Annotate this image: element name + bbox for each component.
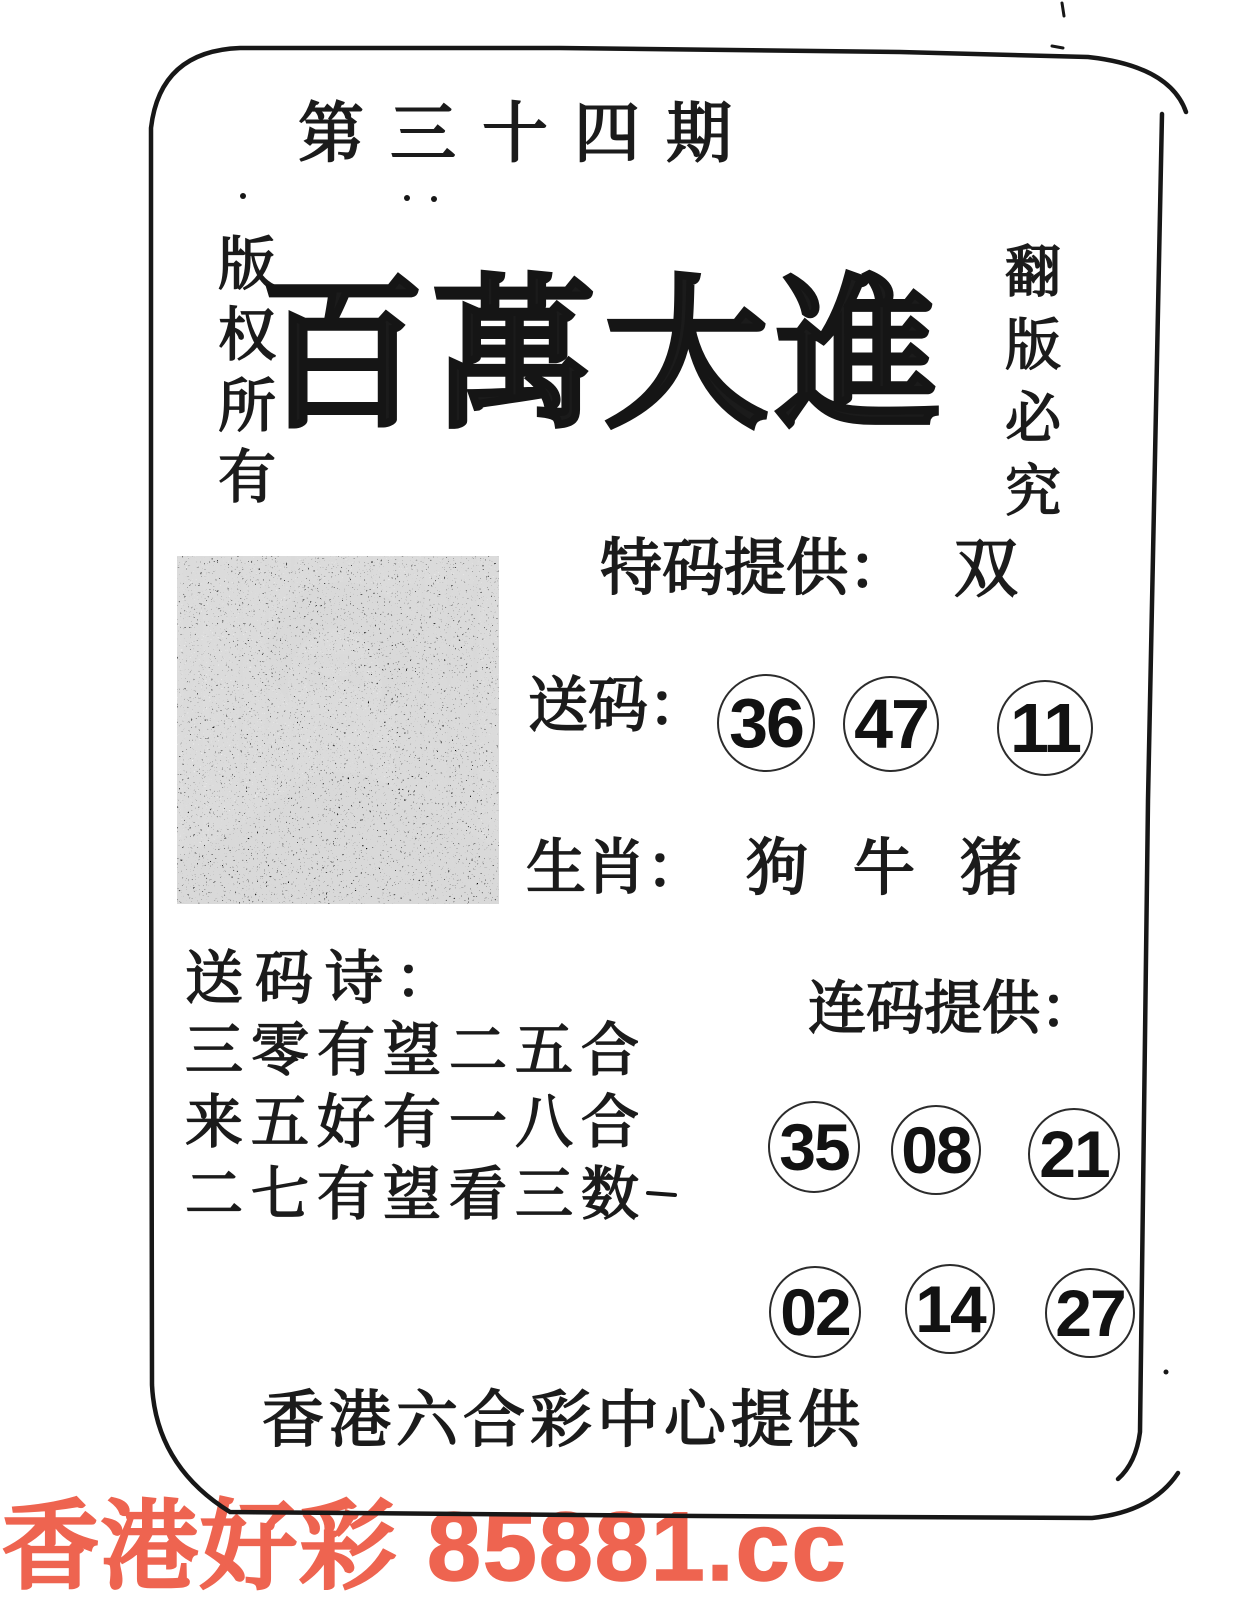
number-circle: [843, 676, 939, 772]
special-code-label: 特码提供：: [600, 535, 911, 603]
zodiac-values: [746, 835, 1023, 903]
zodiac-value: 猪: [960, 835, 1023, 903]
zodiac-value: 狗: [746, 835, 809, 903]
gift-number: 47: [854, 685, 928, 763]
linked-number: 27: [1055, 1276, 1125, 1350]
linked-codes-label: 连码提供：: [808, 976, 1099, 1041]
number-circle: [891, 1105, 981, 1195]
number-circle: [768, 1101, 860, 1193]
linked-number: 35: [779, 1110, 849, 1184]
linked-number: 14: [915, 1272, 985, 1346]
number-circle: [905, 1264, 995, 1354]
linked-number: 08: [901, 1113, 971, 1187]
copyright-left-text: 版权所有: [209, 233, 274, 517]
poem-line-1: 三零有望二五合: [185, 1018, 648, 1083]
poem-line-2: 来五好有一八合: [185, 1090, 648, 1155]
zodiac-label: 生肖：: [526, 835, 706, 901]
issue-title: 第三十四期: [298, 98, 758, 171]
gift-codes-label: 送码：: [528, 673, 708, 739]
number-circle: [1045, 1268, 1135, 1358]
watermark-text: 香港好彩 85881.cc: [2, 1492, 848, 1600]
number-circle: [769, 1266, 861, 1358]
number-circle: [997, 680, 1093, 776]
footer-provider: 香港六合彩中心提供: [262, 1387, 866, 1455]
gift-number: 11: [1010, 689, 1080, 767]
poem-label: 送码诗：: [185, 946, 466, 1011]
special-code-row: [600, 534, 1019, 605]
linked-number: 02: [780, 1275, 850, 1349]
number-circle: [717, 674, 815, 772]
special-code-value: 双: [954, 534, 1019, 605]
portrait-photo: [177, 556, 499, 904]
zodiac-value: 牛: [853, 835, 916, 903]
page-title: 百萬大進: [260, 267, 949, 448]
linked-number: 21: [1039, 1117, 1109, 1191]
copyright-right-text: 翻版必究: [997, 242, 1059, 534]
number-circle: [1028, 1108, 1120, 1200]
gift-number: 36: [729, 684, 803, 762]
poem-line-3: 二七有望看三数: [185, 1162, 648, 1227]
